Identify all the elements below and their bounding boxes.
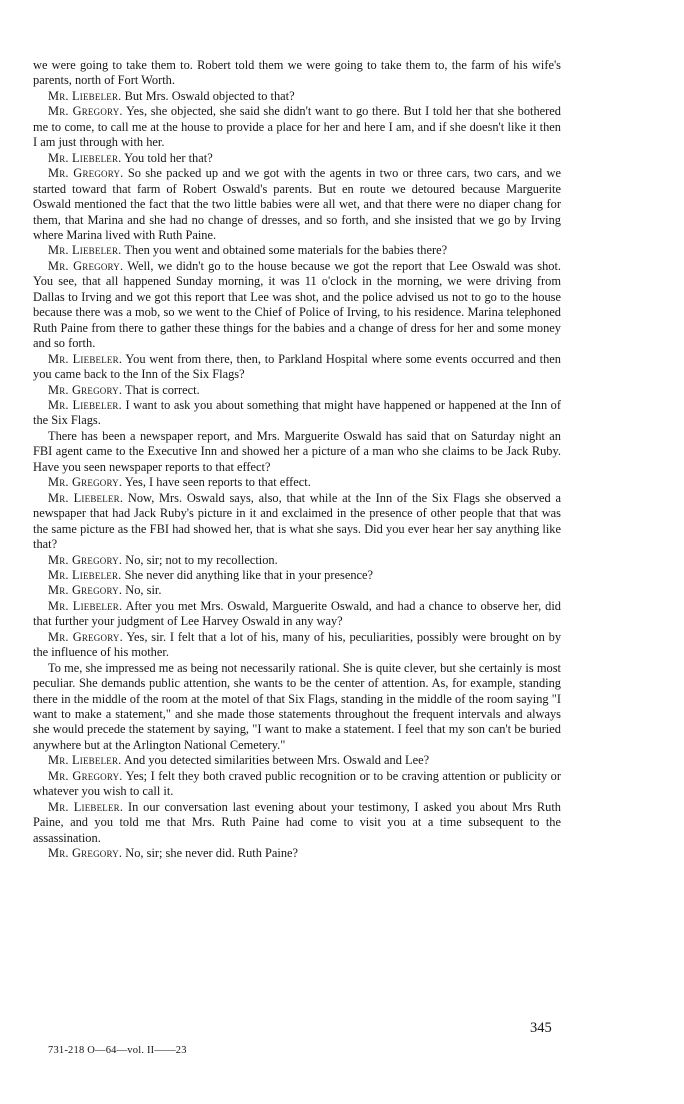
testimony-paragraph xyxy=(33,753,561,768)
testimony-paragraph xyxy=(33,800,561,846)
paragraph-text: That is correct. xyxy=(125,382,200,397)
testimony-paragraph xyxy=(33,553,561,568)
testimony-paragraph xyxy=(33,769,561,800)
speaker-label: Mr. Liebeler. xyxy=(48,598,123,613)
speaker-label: Mr. Liebeler. xyxy=(48,799,124,814)
testimony-paragraph xyxy=(33,243,561,258)
speaker-label: Mr. Liebeler. xyxy=(48,351,123,366)
paragraph-text: Then you went and obtained some materials for the babies there? xyxy=(124,243,448,258)
speaker-label: Mr. Gregory. xyxy=(48,583,123,598)
speaker-label: Mr. Gregory. xyxy=(48,768,123,783)
testimony-paragraph xyxy=(33,259,561,352)
speaker-label: Mr. Liebeler. xyxy=(48,397,122,412)
paragraph-text: No, sir. xyxy=(125,583,162,598)
paragraph-text: There has been a newspaper report, and Mrs. Marguerite Oswald has said that on Saturday night an FBI agent came to the Executive Inn and showed her a picture of a man who she claims to be Jack Ruby. Have you seen newspaper reports to that effect? xyxy=(33,428,561,474)
testimony-paragraph xyxy=(33,58,561,89)
paragraph-text: Yes; I felt they both craved public recognition or to be craving attention or publicity or whatever you wish to call it. xyxy=(33,768,561,799)
paragraph-text: Well, we didn't go to the house because we got the report that Lee Oswald was shot. You see, that all happened Sunday morning, it was 11 o'clock in the morning, we were driving from Dallas to Irving and we got this report that Lee was shot, and the police advised us not to go to the house because there was a mob, so we went to the Chief of Police of Irving, to his residence. Marina telephoned Ruth Paine from there to gather these things for the babies and a change of dress for her and some money and so forth. xyxy=(33,258,562,351)
testimony-paragraph xyxy=(33,599,561,630)
testimony-paragraph xyxy=(33,630,561,661)
paragraph-text: No, sir; not to my recollection. xyxy=(125,552,278,567)
speaker-label: Mr. Gregory. xyxy=(48,104,123,119)
speaker-label: Mr. Liebeler. xyxy=(48,490,124,505)
speaker-label: Mr. Gregory. xyxy=(48,846,123,861)
paragraph-text: Yes, I have seen reports to that effect. xyxy=(124,475,311,490)
testimony-paragraph xyxy=(33,661,561,754)
speaker-label: Mr. Gregory. xyxy=(48,258,124,273)
speaker-label: Mr. Gregory. xyxy=(48,552,123,567)
paragraph-text: we were going to take them to. Robert told them we were going to take them to, the farm of his wife's parents, north of Fort Worth. xyxy=(33,58,561,88)
paragraph-text: To me, she impressed me as being not necessarily rational. She is quite clever, but she certainly is most peculiar. She demands public attention, she wants to be the center of attention. As, for example, standing there in the middle of the room at the motel of that Six Flags, standing in the middle of the room saying "I want to make a statement," and she made those statements throughout the frequent intervals and always she would precede the statement by saying, "I want to make a statement. I feel that my son can't be buried anywhere but at the Arlington National Cemetery." xyxy=(33,660,561,752)
testimony-paragraph xyxy=(33,846,561,861)
paragraph-text: Yes, sir. I felt that a lot of his, many of his, peculiarities, possibly were brought on by the influence of his mother. xyxy=(33,629,562,660)
paragraph-text: In our conversation last evening about your testimony, I asked you about Mrs Ruth Paine, and you told me that Mrs. Ruth Paine had come to visit you at a time subsequent to the assassination. xyxy=(33,799,561,845)
speaker-label: Mr. Liebeler. xyxy=(48,243,122,258)
paragraph-text: No, sir; she never did. Ruth Paine? xyxy=(125,846,299,861)
testimony-paragraph xyxy=(33,151,561,166)
paragraph-text: Now, Mrs. Oswald says, also, that while at the Inn of the Six Flags she observed a newspaper that had Jack Ruby's picture in it and exclaimed in the presence of other people that that was the same picture as the FBI had showed her, that is what she says. Did you ever hear her say anything like that? xyxy=(33,490,561,552)
print-code-footer: 731-218 O—64—vol. II——23 xyxy=(48,1045,187,1056)
speaker-label: Mr. Gregory. xyxy=(48,382,123,397)
speaker-label: Mr. Liebeler. xyxy=(48,753,122,768)
paragraph-text: After you met Mrs. Oswald, Marguerite Oswald, and had a chance to observe her, did that further your judgment of Lee Harvey Oswald in any way? xyxy=(33,598,561,629)
paragraph-text: Yes, she objected, she said she didn't want to go there. But I told her that she bothered me to come, to call me at the house to provide a place for her and here I am, and if she doesn't like it then I am just through with her. xyxy=(33,104,562,150)
testimony-paragraph xyxy=(33,89,561,104)
testimony-paragraph xyxy=(33,429,561,475)
testimony-paragraph xyxy=(33,475,561,490)
paragraph-text: I want to ask you about something that might have happened or happened at the Inn of the Six Flags. xyxy=(33,397,561,428)
testimony-paragraph xyxy=(33,104,561,150)
speaker-label: Mr. Liebeler. xyxy=(48,567,122,582)
testimony-paragraph xyxy=(33,352,561,383)
paragraph-text: You went from there, then, to Parkland Hospital where some events occurred and then you came back to the Inn of the Six Flags? xyxy=(33,351,561,382)
speaker-label: Mr. Gregory. xyxy=(48,475,123,490)
paragraph-text: And you detected similarities between Mrs. Oswald and Lee? xyxy=(123,753,430,768)
testimony-paragraph xyxy=(33,398,561,429)
paragraph-text: She never did anything like that in your presence? xyxy=(124,567,374,582)
testimony-text xyxy=(33,58,561,862)
testimony-paragraph xyxy=(33,383,561,398)
testimony-paragraph xyxy=(33,568,561,583)
paragraph-text: So she packed up and we got with the agents in two or three cars, two cars, and we started toward that farm of Robert Oswald's parents. But en route we detoured because Marguerite Oswald mentioned the fact that the two little babies were all wet, and that there were no diaper chang for them, that Marina and she had no change of dresses, and so forth, and she insisted that we go by Irving where Marina lived with Ruth Paine. xyxy=(33,166,561,242)
speaker-label: Mr. Liebeler. xyxy=(48,88,122,103)
page-number: 345 xyxy=(530,1020,552,1036)
paragraph-text: You told her that? xyxy=(124,150,213,165)
testimony-paragraph xyxy=(33,491,561,553)
speaker-label: Mr. Gregory. xyxy=(48,166,124,181)
speaker-label: Mr. Gregory. xyxy=(48,629,123,644)
speaker-label: Mr. Liebeler. xyxy=(48,150,122,165)
testimony-paragraph xyxy=(33,166,561,243)
paragraph-text: But Mrs. Oswald objected to that? xyxy=(124,88,295,103)
testimony-paragraph xyxy=(33,583,561,598)
